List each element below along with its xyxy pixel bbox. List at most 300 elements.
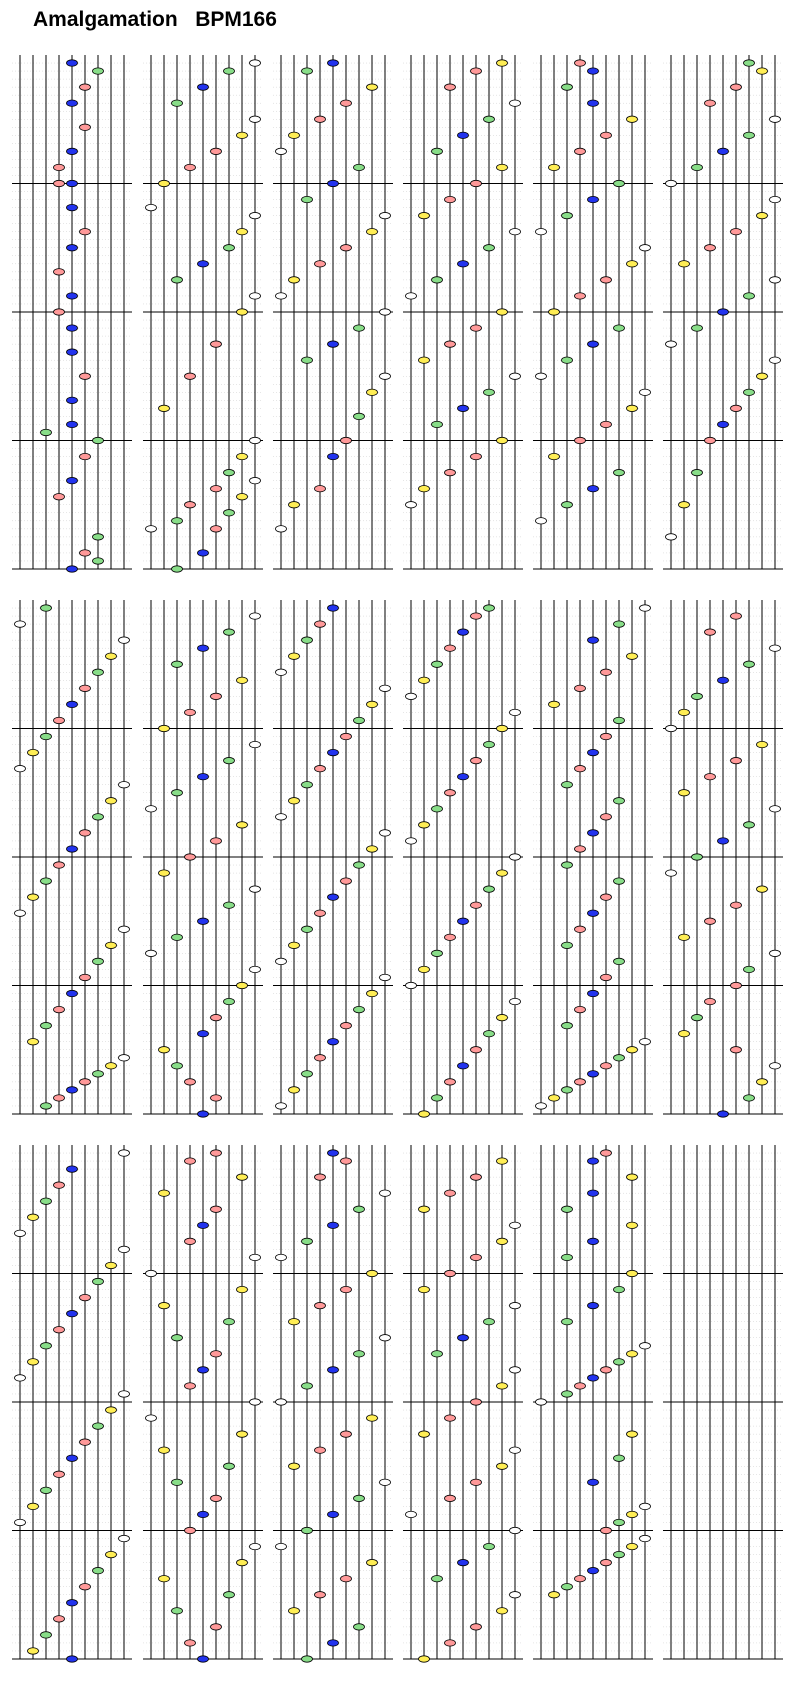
note bbox=[211, 148, 222, 154]
note bbox=[211, 1495, 222, 1501]
note bbox=[510, 100, 521, 106]
note bbox=[770, 806, 781, 812]
note bbox=[510, 1367, 521, 1373]
note bbox=[614, 1551, 625, 1557]
note bbox=[276, 293, 287, 299]
note bbox=[80, 453, 91, 459]
note bbox=[510, 1592, 521, 1598]
note bbox=[106, 1262, 117, 1268]
note bbox=[54, 164, 65, 170]
note bbox=[497, 309, 508, 315]
note bbox=[601, 1527, 612, 1533]
note bbox=[250, 886, 261, 892]
note bbox=[67, 148, 78, 154]
note bbox=[510, 1222, 521, 1228]
note bbox=[445, 1079, 456, 1085]
note bbox=[510, 1447, 521, 1453]
note bbox=[237, 453, 248, 459]
note bbox=[419, 1656, 430, 1662]
note bbox=[146, 204, 157, 210]
note bbox=[614, 798, 625, 804]
note bbox=[406, 693, 417, 699]
note bbox=[484, 389, 495, 395]
note bbox=[575, 293, 586, 299]
note bbox=[54, 1095, 65, 1101]
note bbox=[744, 293, 755, 299]
note bbox=[211, 1095, 222, 1101]
note bbox=[406, 293, 417, 299]
note bbox=[67, 421, 78, 427]
note bbox=[419, 1206, 430, 1212]
note bbox=[588, 1479, 599, 1485]
note bbox=[510, 854, 521, 860]
note bbox=[601, 421, 612, 427]
note bbox=[289, 1463, 300, 1469]
note bbox=[497, 437, 508, 443]
note bbox=[731, 902, 742, 908]
note bbox=[757, 212, 768, 218]
note bbox=[354, 1206, 365, 1212]
note bbox=[41, 1103, 52, 1109]
note bbox=[250, 60, 261, 66]
note bbox=[510, 1302, 521, 1308]
note bbox=[67, 1166, 78, 1172]
note bbox=[328, 1150, 339, 1156]
note bbox=[770, 950, 781, 956]
note bbox=[54, 309, 65, 315]
note bbox=[159, 870, 170, 876]
note bbox=[185, 1383, 196, 1389]
note bbox=[159, 1575, 170, 1581]
note bbox=[54, 180, 65, 186]
note bbox=[549, 1592, 560, 1598]
note bbox=[484, 741, 495, 747]
note bbox=[432, 421, 443, 427]
note bbox=[315, 910, 326, 916]
note bbox=[211, 838, 222, 844]
note bbox=[80, 228, 91, 234]
note bbox=[588, 341, 599, 347]
note bbox=[679, 502, 690, 508]
note bbox=[406, 502, 417, 508]
note bbox=[757, 68, 768, 74]
note bbox=[341, 437, 352, 443]
note bbox=[471, 902, 482, 908]
chart-panel bbox=[403, 600, 523, 1117]
chart-panel bbox=[403, 55, 523, 569]
note bbox=[172, 661, 183, 667]
note bbox=[289, 277, 300, 283]
note bbox=[198, 261, 209, 267]
note bbox=[471, 68, 482, 74]
note bbox=[445, 84, 456, 90]
note bbox=[315, 116, 326, 122]
note bbox=[341, 100, 352, 106]
note bbox=[627, 1270, 638, 1276]
note bbox=[471, 1399, 482, 1405]
note bbox=[185, 373, 196, 379]
note bbox=[497, 1238, 508, 1244]
note bbox=[224, 469, 235, 475]
note bbox=[198, 773, 209, 779]
note bbox=[93, 958, 104, 964]
note bbox=[562, 1318, 573, 1324]
note bbox=[536, 228, 547, 234]
chart-panel bbox=[273, 600, 393, 1114]
note bbox=[250, 966, 261, 972]
note bbox=[588, 68, 599, 74]
note bbox=[67, 204, 78, 210]
chart-panel bbox=[12, 1145, 132, 1662]
note bbox=[471, 613, 482, 619]
note bbox=[588, 485, 599, 491]
note bbox=[419, 212, 430, 218]
note bbox=[41, 1198, 52, 1204]
note bbox=[588, 1238, 599, 1244]
note bbox=[432, 277, 443, 283]
note bbox=[562, 782, 573, 788]
note bbox=[458, 261, 469, 267]
note bbox=[666, 870, 677, 876]
note bbox=[744, 1095, 755, 1101]
note bbox=[67, 349, 78, 355]
note bbox=[692, 469, 703, 475]
note bbox=[289, 502, 300, 508]
note bbox=[80, 1439, 91, 1445]
note bbox=[119, 1535, 130, 1541]
note bbox=[328, 341, 339, 347]
note bbox=[497, 870, 508, 876]
note bbox=[744, 822, 755, 828]
note bbox=[224, 1318, 235, 1324]
note bbox=[237, 1286, 248, 1292]
note bbox=[380, 1335, 391, 1341]
note bbox=[705, 437, 716, 443]
note bbox=[484, 245, 495, 251]
note bbox=[692, 1014, 703, 1020]
note bbox=[211, 341, 222, 347]
note bbox=[705, 100, 716, 106]
note bbox=[237, 228, 248, 234]
note bbox=[419, 966, 430, 972]
note bbox=[445, 196, 456, 202]
note bbox=[172, 1335, 183, 1341]
note bbox=[601, 974, 612, 980]
note bbox=[640, 1343, 651, 1349]
note bbox=[54, 494, 65, 500]
note bbox=[146, 806, 157, 812]
note bbox=[588, 1158, 599, 1164]
note bbox=[80, 974, 91, 980]
note bbox=[302, 1527, 313, 1533]
note bbox=[211, 485, 222, 491]
note bbox=[562, 357, 573, 363]
note bbox=[419, 357, 430, 363]
note bbox=[198, 1030, 209, 1036]
note bbox=[250, 437, 261, 443]
note bbox=[237, 1431, 248, 1437]
note bbox=[237, 677, 248, 683]
note bbox=[328, 749, 339, 755]
note bbox=[627, 1174, 638, 1180]
note bbox=[341, 733, 352, 739]
note bbox=[276, 1103, 287, 1109]
note bbox=[93, 534, 104, 540]
note bbox=[562, 84, 573, 90]
note bbox=[28, 894, 39, 900]
note bbox=[380, 373, 391, 379]
note bbox=[536, 518, 547, 524]
note bbox=[510, 373, 521, 379]
note bbox=[458, 773, 469, 779]
note bbox=[328, 1511, 339, 1517]
note bbox=[354, 164, 365, 170]
note bbox=[770, 645, 781, 651]
note bbox=[458, 405, 469, 411]
note bbox=[731, 84, 742, 90]
note bbox=[640, 1039, 651, 1045]
note bbox=[432, 1575, 443, 1581]
note bbox=[601, 1063, 612, 1069]
note bbox=[705, 773, 716, 779]
note bbox=[185, 1527, 196, 1533]
note bbox=[640, 1503, 651, 1509]
note bbox=[80, 550, 91, 556]
note bbox=[250, 212, 261, 218]
note bbox=[445, 934, 456, 940]
note bbox=[302, 196, 313, 202]
chart-panel bbox=[533, 1145, 653, 1659]
note bbox=[354, 325, 365, 331]
note bbox=[770, 116, 781, 122]
note bbox=[562, 502, 573, 508]
note bbox=[601, 1150, 612, 1156]
note bbox=[380, 974, 391, 980]
note bbox=[80, 84, 91, 90]
note bbox=[679, 1030, 690, 1036]
note bbox=[198, 645, 209, 651]
note bbox=[302, 782, 313, 788]
note bbox=[367, 84, 378, 90]
note bbox=[276, 526, 287, 532]
note bbox=[380, 212, 391, 218]
note bbox=[601, 669, 612, 675]
note bbox=[367, 701, 378, 707]
note bbox=[67, 397, 78, 403]
note bbox=[354, 413, 365, 419]
chart-title: Amalgamation BPM166 bbox=[33, 8, 277, 31]
note bbox=[28, 1039, 39, 1045]
note bbox=[28, 1503, 39, 1509]
note bbox=[28, 1359, 39, 1365]
note bbox=[679, 790, 690, 796]
note bbox=[497, 164, 508, 170]
note bbox=[432, 950, 443, 956]
note bbox=[211, 1014, 222, 1020]
note bbox=[93, 814, 104, 820]
note bbox=[588, 1375, 599, 1381]
note bbox=[185, 1158, 196, 1164]
note bbox=[705, 245, 716, 251]
note bbox=[354, 1006, 365, 1012]
note bbox=[445, 1495, 456, 1501]
note bbox=[119, 926, 130, 932]
note bbox=[328, 453, 339, 459]
note bbox=[562, 942, 573, 948]
note bbox=[198, 918, 209, 924]
note bbox=[679, 934, 690, 940]
note bbox=[93, 68, 104, 74]
note bbox=[640, 605, 651, 611]
note bbox=[119, 1055, 130, 1061]
note bbox=[211, 1150, 222, 1156]
note bbox=[172, 1608, 183, 1614]
note bbox=[276, 1254, 287, 1260]
chart-panel bbox=[533, 600, 653, 1114]
note bbox=[289, 132, 300, 138]
note bbox=[458, 1559, 469, 1565]
note bbox=[471, 1479, 482, 1485]
note bbox=[28, 1648, 39, 1654]
note bbox=[93, 437, 104, 443]
note bbox=[367, 389, 378, 395]
note bbox=[380, 830, 391, 836]
note bbox=[588, 1302, 599, 1308]
note bbox=[341, 1431, 352, 1437]
note bbox=[497, 1608, 508, 1614]
note bbox=[185, 1079, 196, 1085]
note bbox=[106, 653, 117, 659]
note bbox=[562, 212, 573, 218]
note bbox=[575, 846, 586, 852]
note bbox=[354, 1495, 365, 1501]
note bbox=[341, 1022, 352, 1028]
note bbox=[354, 862, 365, 868]
note bbox=[640, 245, 651, 251]
note bbox=[276, 814, 287, 820]
note bbox=[41, 1487, 52, 1493]
note bbox=[302, 1071, 313, 1077]
note bbox=[458, 918, 469, 924]
note bbox=[406, 1511, 417, 1517]
note bbox=[172, 566, 183, 572]
note bbox=[419, 1431, 430, 1437]
note bbox=[250, 741, 261, 747]
note bbox=[406, 982, 417, 988]
note bbox=[159, 1447, 170, 1453]
note bbox=[198, 550, 209, 556]
note bbox=[172, 1479, 183, 1485]
note bbox=[159, 1190, 170, 1196]
note bbox=[770, 357, 781, 363]
note bbox=[666, 180, 677, 186]
note bbox=[106, 1551, 117, 1557]
note bbox=[211, 1351, 222, 1357]
note bbox=[224, 629, 235, 635]
note bbox=[757, 1079, 768, 1085]
note bbox=[276, 669, 287, 675]
chart-panel bbox=[403, 1145, 523, 1662]
note bbox=[562, 1584, 573, 1590]
note bbox=[575, 926, 586, 932]
note bbox=[302, 68, 313, 74]
note bbox=[744, 389, 755, 395]
note bbox=[224, 757, 235, 763]
note bbox=[250, 1543, 261, 1549]
note bbox=[614, 621, 625, 627]
note bbox=[497, 725, 508, 731]
note bbox=[328, 605, 339, 611]
note bbox=[432, 1351, 443, 1357]
chart-panel bbox=[12, 600, 132, 1114]
note bbox=[601, 277, 612, 283]
note bbox=[718, 677, 729, 683]
note bbox=[41, 1022, 52, 1028]
note bbox=[419, 485, 430, 491]
chart-panel bbox=[143, 1145, 263, 1662]
note bbox=[289, 798, 300, 804]
note bbox=[211, 1624, 222, 1630]
note bbox=[15, 621, 26, 627]
note bbox=[614, 717, 625, 723]
note bbox=[731, 1047, 742, 1053]
note bbox=[445, 645, 456, 651]
note bbox=[731, 405, 742, 411]
note bbox=[627, 1431, 638, 1437]
note bbox=[119, 782, 130, 788]
note bbox=[224, 1463, 235, 1469]
note bbox=[497, 1463, 508, 1469]
note bbox=[41, 878, 52, 884]
note bbox=[328, 1367, 339, 1373]
note bbox=[93, 1567, 104, 1573]
note bbox=[588, 1190, 599, 1196]
note bbox=[614, 180, 625, 186]
note bbox=[341, 245, 352, 251]
note bbox=[666, 725, 677, 731]
note bbox=[237, 494, 248, 500]
note bbox=[588, 637, 599, 643]
note bbox=[80, 1584, 91, 1590]
note bbox=[198, 84, 209, 90]
note bbox=[224, 998, 235, 1004]
chart-panel bbox=[663, 600, 783, 1117]
note bbox=[198, 1111, 209, 1117]
note bbox=[601, 894, 612, 900]
note bbox=[588, 100, 599, 106]
note bbox=[289, 942, 300, 948]
note bbox=[627, 405, 638, 411]
note bbox=[67, 701, 78, 707]
note bbox=[67, 245, 78, 251]
note bbox=[445, 341, 456, 347]
chart-panel bbox=[663, 55, 783, 569]
note bbox=[367, 1270, 378, 1276]
note bbox=[67, 566, 78, 572]
note bbox=[458, 1335, 469, 1341]
note bbox=[67, 1087, 78, 1093]
note bbox=[54, 1006, 65, 1012]
note bbox=[224, 902, 235, 908]
note bbox=[289, 1608, 300, 1614]
note bbox=[289, 653, 300, 659]
note bbox=[705, 629, 716, 635]
note bbox=[41, 1632, 52, 1638]
note bbox=[15, 1519, 26, 1525]
note bbox=[328, 1640, 339, 1646]
note bbox=[627, 1511, 638, 1517]
note bbox=[198, 1656, 209, 1662]
